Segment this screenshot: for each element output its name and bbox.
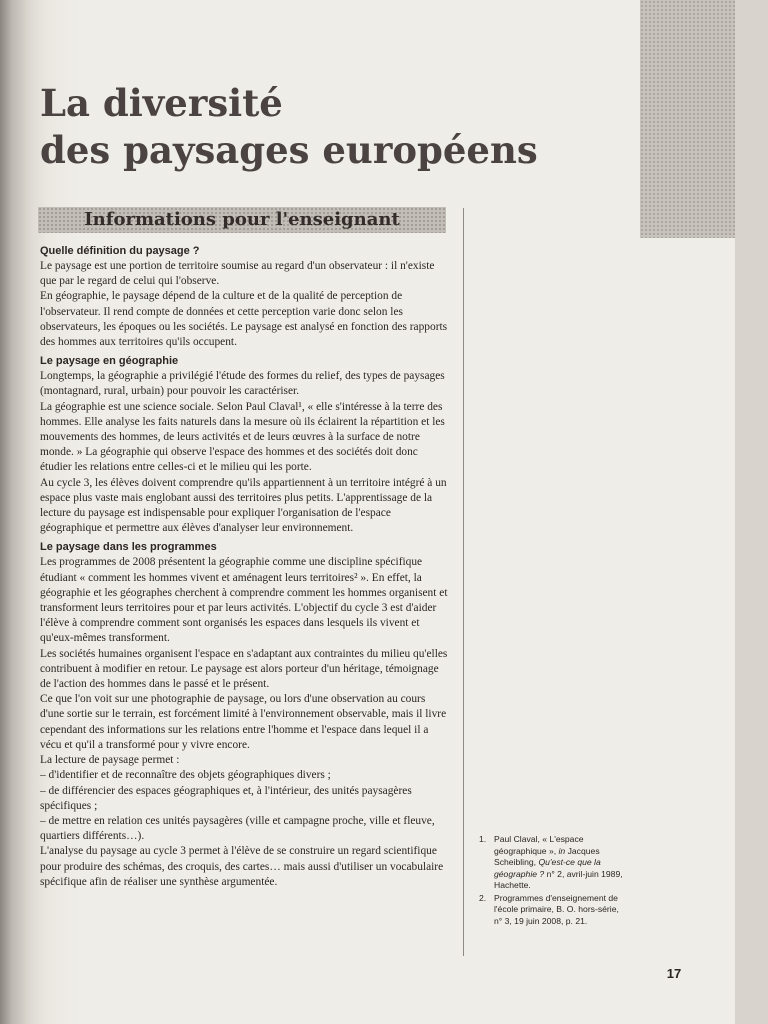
- footnotes: [479, 834, 629, 928]
- title-line-1: La diversité: [40, 81, 283, 125]
- paragraph: Au cycle 3, les élèves doivent comprendre qu'ils appartiennent à un territoire intégré à un espace plus vaste mais englobant aussi des territoires plus petits. L'apprentissage de la lecture du paysage est indispensable pour expliquer l'organisation de l'espace géographique et permettre aux élèves d'analyser leur environnement.: [40, 476, 447, 535]
- footnote-work: Qu'est-ce que la géographie ?: [494, 857, 601, 879]
- paragraph: La géographie est une science sociale. Selon Paul Claval¹, « elle s'intéresse à la terre des hommes. Elle analyse les faits naturels dans la mesure où ils éclairent la répartition et les mouvements des hommes, de leurs activités et de leurs œuvres à la surface de notre monde. » La géographie qui observe l'espace des hommes et des sociétés doit donc étudier les relations entre celles-ci et le milieu qui les porte.: [40, 400, 445, 474]
- footnote-editor: Jacques Scheibling,: [494, 845, 600, 867]
- page-edge: [735, 0, 768, 1024]
- footnote-details: n° 2, avril-juin 1989, Hachette.: [494, 868, 623, 890]
- footnote-number: 2.: [479, 892, 487, 903]
- paragraph: L'analyse du paysage au cycle 3 permet à l'élève de se construire un regard scientifique pour produire des schémas, des croquis, des cartes… mais aussi d'utiliser un vocabulaire spécifique afin de réaliser une synthèse argumentée.: [40, 845, 444, 888]
- title-line-2: des paysages européens: [40, 128, 538, 172]
- paragraph: En géographie, le paysage dépend de la culture et de la qualité de perception de l'observateur. Il rend compte de données et cette perception varie donc selon les observateurs, les époques ou les sociétés. Le paysage est analysé en fonction des rapports des hommes aux territoires qu'ils occupent.: [40, 290, 448, 349]
- footnote-author: Paul Claval, « L'espace géographique »,: [494, 834, 584, 856]
- page-number: 17: [666, 966, 682, 981]
- footnote-number: 1.: [479, 834, 487, 844]
- paragraph: Les programmes de 2008 présentent la géographie comme une discipline spécifique étudiant « comment les hommes vivent et aménagent leurs territoires² ». En effet, la géographie et les géographes cherchent à comprendre comment les hommes organisent et transforment leurs territoires pour et par leurs activités. L'objectif du cycle 3 est d'aider l'élève à comprendre comment sont organisés les espaces dans lesquels ils vivent et qu'eux-mêmes transforment.: [40, 556, 448, 645]
- column-divider: [463, 208, 464, 956]
- section-programs: [40, 540, 450, 889]
- list-item: – d'identifier et de reconnaître des objets géographiques divers ;: [40, 769, 331, 782]
- paragraph: Ce que l'on voit sur une photographie de paysage, ou lors d'une observation au cours d'une sortie sur le terrain, est forcément limité à l'environnement observable, mais il livre cependant des informations sur les relations entre l'homme et l'espace dans lequel il a vécu et qu'il a transformé pour y vivre encore.: [40, 693, 447, 751]
- footnote-2: [479, 893, 629, 928]
- list-item: – de mettre en relation ces unités paysagères (ville et campagne proche, ville et fleuve, quartiers différents…).: [40, 814, 435, 843]
- paragraph: La lecture de paysage permet :: [40, 754, 180, 767]
- section-heading: Le paysage en géographie: [40, 355, 179, 368]
- paragraph: Les sociétés humaines organisent l'espace en s'adaptant aux contraintes du milieu qu'elles contribuent à modifier en retour. Le paysage est alors porteur d'un héritage, témoignage de l'action des hommes dans le passé et le présent.: [40, 647, 448, 691]
- section-header: Informations pour l'enseignant: [38, 207, 446, 233]
- paragraph: Longtemps, la géographie a privilégié l'étude des formes du relief, des types de paysages (montagnard, rural, urbain) pour pouvoir les caractériser.: [40, 370, 445, 398]
- section-geography: [40, 354, 450, 536]
- footnote-in: in: [558, 845, 566, 856]
- section-heading: Le paysage dans les programmes: [40, 541, 217, 554]
- page-title: [40, 80, 538, 174]
- section-definition: [40, 244, 450, 350]
- section-heading: Quelle définition du paysage ?: [40, 245, 200, 257]
- footnote-1: [479, 834, 629, 892]
- paragraph: Le paysage est une portion de territoire soumise au regard d'un observateur : il n'existe que par le regard de celui qui l'observe.: [40, 260, 435, 288]
- footnote-text: Programmes d'enseignement de l'école primaire, B. O. hors-série, n° 3, 19 juin 2008, p. 21.: [494, 892, 619, 926]
- chapter-tab: [640, 0, 735, 238]
- list-item: – de différencier des espaces géographiques et, à l'intérieur, des unités paysagères spécifiques ;: [40, 784, 412, 812]
- main-text: [40, 244, 450, 894]
